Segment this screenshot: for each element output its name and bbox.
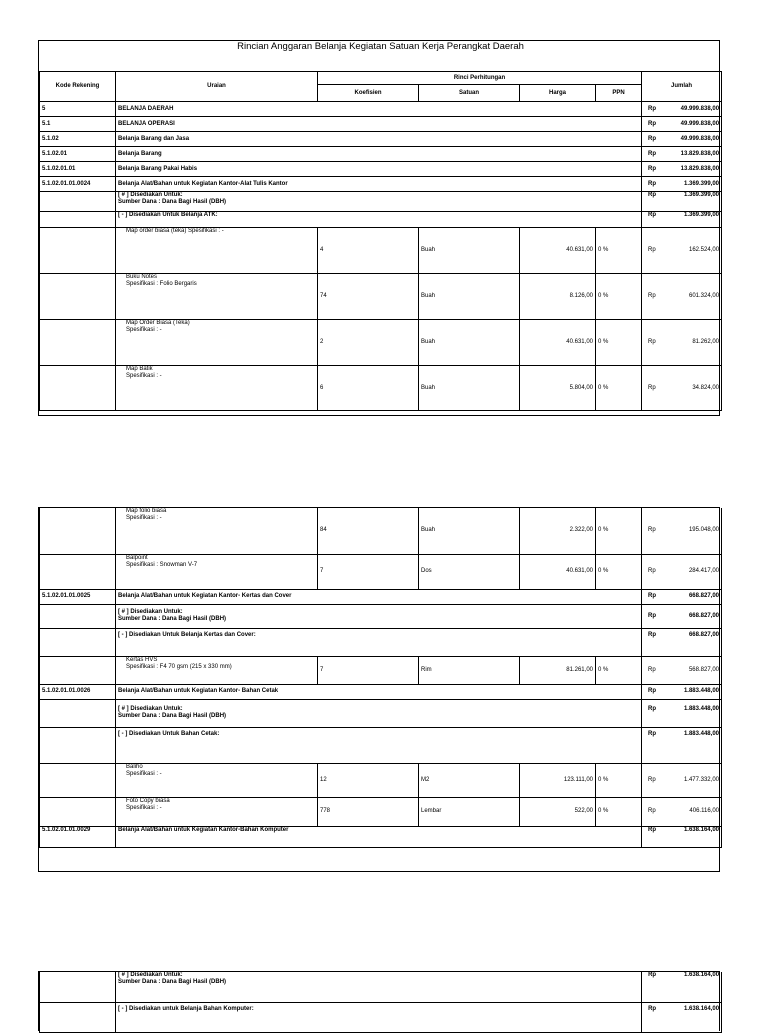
item-desc xyxy=(116,763,318,797)
table-row xyxy=(40,1002,722,1032)
kode-cell: 5.1.02.01.01 xyxy=(40,162,116,177)
disediakan-cell xyxy=(116,972,642,1002)
item-name: Kertas HVS xyxy=(126,656,158,663)
item-name: Foto Copy biasa xyxy=(126,797,170,804)
kode-cell xyxy=(40,554,116,589)
jumlah-cell: 81.262,00 xyxy=(666,320,722,366)
kode-cell xyxy=(40,366,116,411)
table-row xyxy=(40,147,722,162)
satuan-cell: Buah xyxy=(419,228,520,274)
rp-label: Rp xyxy=(642,102,666,117)
disediakan-cell: [ - ] Disediakan Untuk Bahan Cetak: xyxy=(116,727,642,763)
uraian-cell: BELANJA DAERAH xyxy=(116,102,642,117)
item-spec: Spesifikasi : Snowman V-7 xyxy=(126,561,198,568)
table-row xyxy=(40,656,722,684)
rp-label: Rp xyxy=(642,656,666,684)
rp-label: Rp xyxy=(642,1002,666,1032)
item-desc xyxy=(116,656,318,684)
item-spec: Spesifikasi : - xyxy=(126,770,162,777)
koefisien-cell: 6 xyxy=(318,366,419,411)
kode-cell: 5.1.02.01.01.0024 xyxy=(40,177,116,192)
koefisien-cell: 2 xyxy=(318,320,419,366)
item-spec: Spesifikasi : - xyxy=(126,327,162,333)
table-row xyxy=(40,117,722,132)
table-row xyxy=(40,102,722,117)
rp-label: Rp xyxy=(642,826,666,847)
sumber-dana-label: Sumber Dana : Dana Bagi Hasil (DBH) xyxy=(118,199,227,205)
jumlah-cell: 34.824,00 xyxy=(666,366,722,411)
jumlah-cell: 1.638.164,00 xyxy=(666,826,722,847)
harga-cell: 40.631,00 xyxy=(520,320,596,366)
rp-label: Rp xyxy=(642,727,666,763)
jumlah-cell: 1.883.448,00 xyxy=(666,727,722,763)
jumlah-cell: 284.417,00 xyxy=(666,554,722,589)
kode-cell: 5.1.02 xyxy=(40,132,116,147)
rp-label: Rp xyxy=(642,628,666,656)
rp-label: Rp xyxy=(642,366,666,411)
rp-label: Rp xyxy=(642,177,666,192)
kode-cell xyxy=(40,508,116,554)
table-row xyxy=(40,192,722,212)
satuan-cell: Lembar xyxy=(419,797,520,826)
disediakan-label: [ # ] Disediakan Untuk: xyxy=(118,972,183,978)
disediakan-label: [ # ] Disediakan Untuk: xyxy=(118,192,183,198)
jumlah-cell: 49.999.838,00 xyxy=(666,102,722,117)
header-satuan: Satuan xyxy=(419,85,520,102)
sumber-dana-label: Sumber Dana : Dana Bagi Hasil (DBH) xyxy=(118,713,227,719)
item-spec: Spesifikasi : - xyxy=(126,373,162,379)
item-name: Map Order Biasa (Teka) xyxy=(126,320,190,326)
item-spec: Spesifikasi : - xyxy=(126,515,162,521)
table-row xyxy=(40,604,722,628)
ppn-cell: 0 % xyxy=(596,797,642,826)
rp-label: Rp xyxy=(642,162,666,177)
harga-cell: 2.322,00 xyxy=(520,508,596,554)
ppn-cell: 0 % xyxy=(596,554,642,589)
rp-label: Rp xyxy=(642,604,666,628)
kode-cell xyxy=(40,1002,116,1032)
rp-label: Rp xyxy=(642,147,666,162)
header-rinci-perhitungan: Rinci Perhitungan xyxy=(318,72,642,85)
kode-cell xyxy=(40,628,116,656)
kode-cell xyxy=(40,192,116,212)
item-name: Balpoint xyxy=(126,554,148,561)
rp-label: Rp xyxy=(642,589,666,604)
harga-cell: 522,00 xyxy=(520,797,596,826)
ppn-cell: 0 % xyxy=(596,508,642,554)
item-spec: Spesifikasi : F4 70 gsm (215 x 330 mm) xyxy=(126,663,232,670)
header-kode-rekening: Kode Rekening xyxy=(40,72,116,102)
kode-cell xyxy=(40,797,116,826)
harga-cell: 8.126,00 xyxy=(520,274,596,320)
sumber-dana-label: Sumber Dana : Dana Bagi Hasil (DBH) xyxy=(118,616,227,622)
header-ppn: PPN xyxy=(596,85,642,102)
jumlah-cell: 1.883.448,00 xyxy=(666,684,722,699)
rp-label: Rp xyxy=(642,274,666,320)
jumlah-cell: 568.827,00 xyxy=(666,656,722,684)
item-spec: Spesifikasi : Folio Bergaris xyxy=(126,281,197,287)
kode-cell: 5 xyxy=(40,102,116,117)
kode-cell: 5.1.02.01 xyxy=(40,147,116,162)
uraian-cell: Belanja Barang xyxy=(116,147,642,162)
uraian-cell: Belanja Alat/Bahan untuk Kegiatan Kantor-Bahan Komputer xyxy=(116,826,642,847)
disediakan-cell xyxy=(116,192,642,212)
header-jumlah: Jumlah xyxy=(642,72,722,102)
kode-cell xyxy=(40,228,116,274)
kode-cell: 5.1 xyxy=(40,117,116,132)
item-name: Baliho xyxy=(126,763,143,770)
jumlah-cell: 1.369.399,00 xyxy=(666,212,722,228)
item-desc xyxy=(116,797,318,826)
table-row xyxy=(40,628,722,656)
ppn-cell: 0 % xyxy=(596,228,642,274)
table-row xyxy=(40,228,722,274)
table-row xyxy=(40,699,722,727)
uraian-cell: BELANJA OPERASI xyxy=(116,117,642,132)
harga-cell: 123.111,00 xyxy=(520,763,596,797)
rp-label: Rp xyxy=(642,320,666,366)
table-row xyxy=(40,162,722,177)
jumlah-cell: 668.827,00 xyxy=(666,628,722,656)
uraian-cell: Belanja Barang dan Jasa xyxy=(116,132,642,147)
budget-table-page-1 xyxy=(38,40,720,416)
kode-cell xyxy=(40,604,116,628)
koefisien-cell: 7 xyxy=(318,656,419,684)
table-row xyxy=(40,797,722,826)
header-harga: Harga xyxy=(520,85,596,102)
table-row xyxy=(40,554,722,589)
jumlah-cell: 601.324,00 xyxy=(666,274,722,320)
kode-cell xyxy=(40,320,116,366)
jumlah-cell: 1.638.164,00 xyxy=(666,1002,722,1032)
table-row xyxy=(40,727,722,763)
koefisien-cell: 12 xyxy=(318,763,419,797)
item-name: Map folio biasa xyxy=(126,508,167,514)
budget-table-page-3 xyxy=(38,971,720,1031)
disediakan-cell: [ - ] Disediakan Untuk Belanja Kertas dan Cover: xyxy=(116,628,642,656)
harga-cell: 81.261,00 xyxy=(520,656,596,684)
rp-label: Rp xyxy=(642,117,666,132)
uraian-cell: Belanja Alat/Bahan untuk Kegiatan Kantor- Kertas dan Cover xyxy=(116,589,642,604)
jumlah-cell: 13.829.838,00 xyxy=(666,162,722,177)
jumlah-cell: 1.477.332,00 xyxy=(666,763,722,797)
koefisien-cell: 74 xyxy=(318,274,419,320)
uraian-cell: Belanja Alat/Bahan untuk Kegiatan Kantor- Bahan Cetak xyxy=(116,684,642,699)
kode-cell xyxy=(40,727,116,763)
jumlah-cell: 49.999.838,00 xyxy=(666,117,722,132)
table-row xyxy=(40,972,722,1002)
kode-cell: 5.1.02.01.01.0029 xyxy=(40,826,116,847)
jumlah-cell: 195.048,00 xyxy=(666,508,722,554)
item-desc xyxy=(116,366,318,411)
uraian-cell: Belanja Alat/Bahan untuk Kegiatan Kantor-Alat Tulis Kantor xyxy=(116,177,642,192)
kode-cell xyxy=(40,763,116,797)
ppn-cell: 0 % xyxy=(596,320,642,366)
item-desc xyxy=(116,554,318,589)
ppn-cell: 0 % xyxy=(596,656,642,684)
satuan-cell: M2 xyxy=(419,763,520,797)
kode-cell: 5.1.02.01.01.0025 xyxy=(40,589,116,604)
table-row xyxy=(40,763,722,797)
budget-table-page-2 xyxy=(38,507,720,872)
uraian-cell: Belanja Barang Pakai Habis xyxy=(116,162,642,177)
satuan-cell: Buah xyxy=(419,274,520,320)
harga-cell: 40.631,00 xyxy=(520,228,596,274)
kode-cell: 5.1.02.01.01.0026 xyxy=(40,684,116,699)
harga-cell: 40.631,00 xyxy=(520,554,596,589)
table-row xyxy=(40,132,722,147)
item-spec: Spesifikasi : - xyxy=(126,804,162,811)
ppn-cell: 0 % xyxy=(596,274,642,320)
header-koefisien: Koefisien xyxy=(318,85,419,102)
table-row xyxy=(40,589,722,604)
koefisien-cell: 84 xyxy=(318,508,419,554)
disediakan-cell: [ - ] Disediakan untuk Belanja Bahan Komputer: xyxy=(116,1002,642,1032)
rp-label: Rp xyxy=(642,972,666,1002)
disediakan-label: [ # ] Disediakan Untuk: xyxy=(118,609,183,615)
rp-label: Rp xyxy=(642,132,666,147)
kode-cell xyxy=(40,972,116,1002)
table-row xyxy=(40,684,722,699)
jumlah-cell: 49.999.838,00 xyxy=(666,132,722,147)
table-row xyxy=(40,320,722,366)
jumlah-cell: 406.116,00 xyxy=(666,797,722,826)
header-uraian: Uraian xyxy=(116,72,318,102)
table-row xyxy=(40,826,722,847)
table-row xyxy=(40,366,722,411)
rp-label: Rp xyxy=(642,508,666,554)
page-title: Rincian Anggaran Belanja Kegiatan Satuan Kerja Perangkat Daerah xyxy=(40,41,722,72)
jumlah-cell: 1.369.399,00 xyxy=(666,192,722,212)
koefisien-cell: 778 xyxy=(318,797,419,826)
table-row xyxy=(40,274,722,320)
sumber-dana-label: Sumber Dana : Dana Bagi Hasil (DBH) xyxy=(118,979,227,985)
ppn-cell: 0 % xyxy=(596,366,642,411)
rp-label: Rp xyxy=(642,684,666,699)
jumlah-cell: 13.829.838,00 xyxy=(666,147,722,162)
item-desc xyxy=(116,508,318,554)
disediakan-cell xyxy=(116,604,642,628)
item-name: Buku Notes xyxy=(126,274,158,280)
jumlah-cell: 1.369.399,00 xyxy=(666,177,722,192)
kode-cell xyxy=(40,212,116,228)
budget-table xyxy=(39,972,722,1033)
koefisien-cell: 4 xyxy=(318,228,419,274)
item-desc xyxy=(116,274,318,320)
table-row xyxy=(40,508,722,554)
disediakan-label: [ # ] Disediakan Untuk: xyxy=(118,706,183,712)
jumlah-cell: 668.827,00 xyxy=(666,589,722,604)
ppn-cell: 0 % xyxy=(596,763,642,797)
jumlah-cell: 1.638.164,00 xyxy=(666,972,722,1002)
rp-label: Rp xyxy=(642,797,666,826)
rp-label: Rp xyxy=(642,763,666,797)
budget-table xyxy=(39,508,722,848)
budget-table xyxy=(39,41,722,411)
koefisien-cell: 7 xyxy=(318,554,419,589)
jumlah-cell: 162.524,00 xyxy=(666,228,722,274)
rp-label: Rp xyxy=(642,554,666,589)
disediakan-cell: [ - ] Disediakan Untuk Belanja ATK: xyxy=(116,212,642,228)
satuan-cell: Dos xyxy=(419,554,520,589)
item-name: Map order biasa (teka) Spesifikasi : - xyxy=(126,228,224,234)
item-desc xyxy=(116,320,318,366)
item-name: Map Batik xyxy=(126,366,153,372)
rp-label: Rp xyxy=(642,228,666,274)
satuan-cell: Buah xyxy=(419,366,520,411)
kode-cell xyxy=(40,699,116,727)
kode-cell xyxy=(40,274,116,320)
disediakan-cell xyxy=(116,699,642,727)
satuan-cell: Rim xyxy=(419,656,520,684)
satuan-cell: Buah xyxy=(419,508,520,554)
kode-cell xyxy=(40,656,116,684)
jumlah-cell: 1.883.448,00 xyxy=(666,699,722,727)
table-row xyxy=(40,177,722,192)
jumlah-cell: 668.827,00 xyxy=(666,604,722,628)
table-row xyxy=(40,212,722,228)
harga-cell: 5.804,00 xyxy=(520,366,596,411)
rp-label: Rp xyxy=(642,699,666,727)
rp-label: Rp xyxy=(642,212,666,228)
satuan-cell: Buah xyxy=(419,320,520,366)
item-desc xyxy=(116,228,318,274)
rp-label: Rp xyxy=(642,192,666,212)
